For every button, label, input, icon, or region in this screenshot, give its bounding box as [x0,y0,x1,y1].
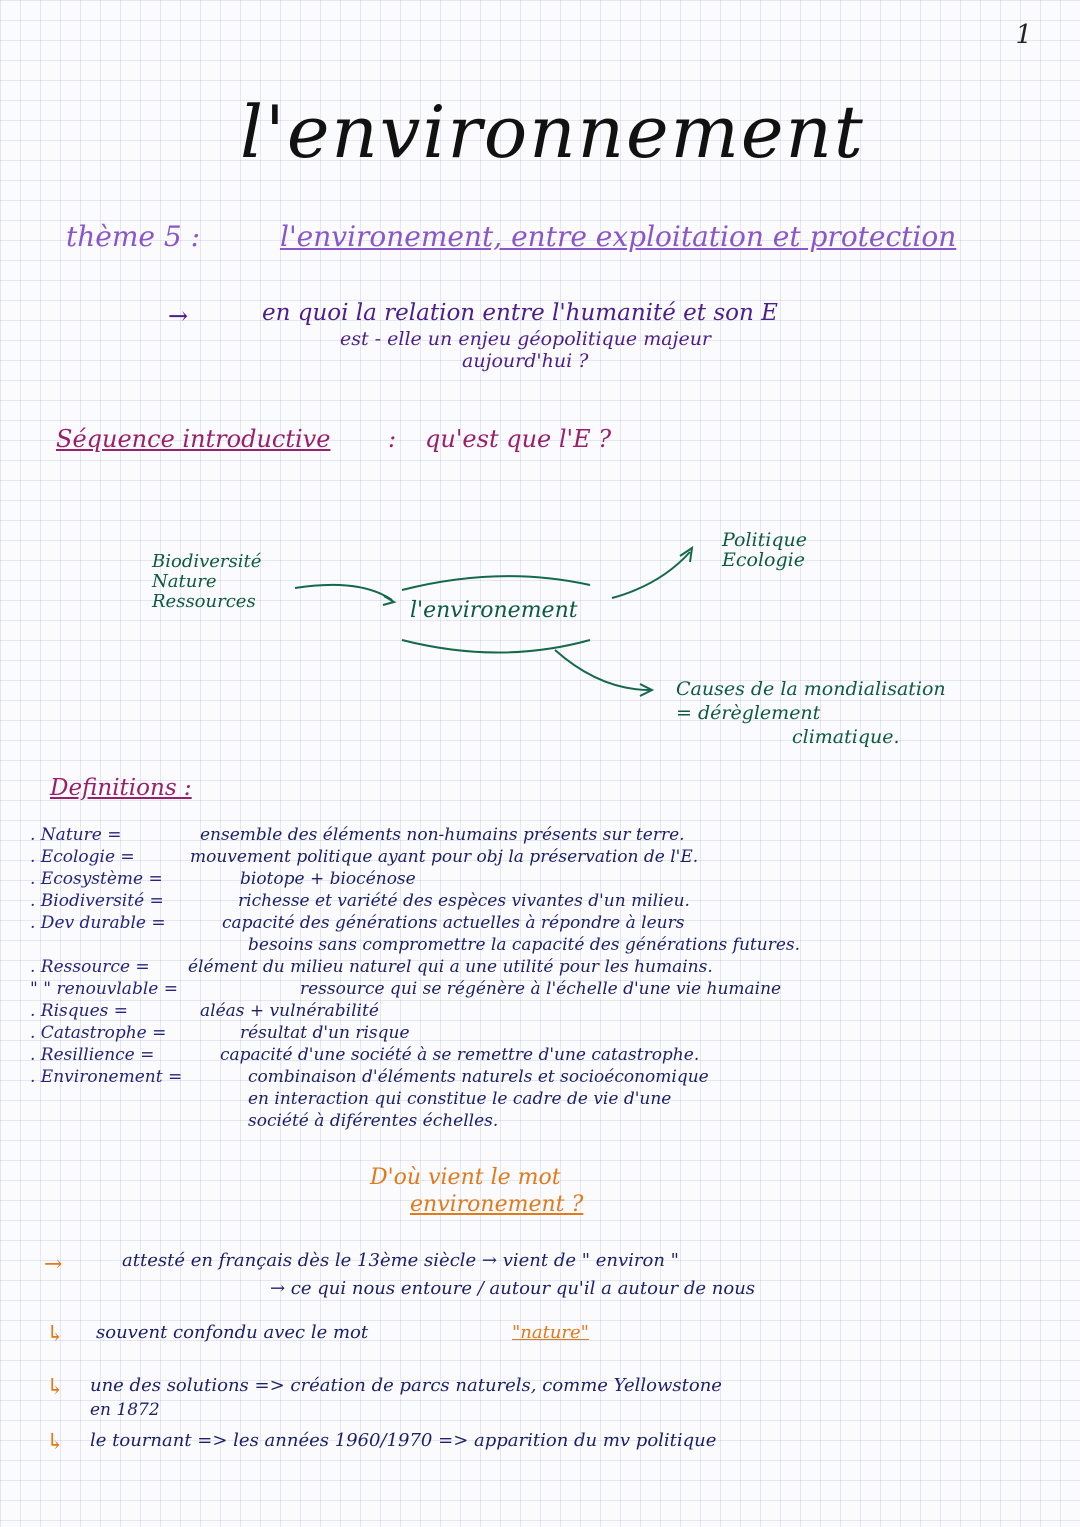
bullet-arrow-icon: ↳ [46,1430,65,1455]
diagram-left-item: Ressources [152,591,256,612]
diagram-bottom-right-2: = dérèglement [676,702,821,724]
arrow-to-causes [555,650,650,690]
origin-arrow: → [44,1252,63,1277]
definition-text: ensemble des éléments non-humains présents sur terre. [200,825,685,845]
diagram-left-item: Nature [152,571,217,592]
question-line-2: est - elle un enjeu géopolitique majeur [340,328,712,350]
sequence-colon: : [388,425,397,453]
diagram-top-right-item: Ecologie [722,549,805,571]
definition-term: . Ressource = [30,957,150,977]
origin-question-1: D'où vient le mot [370,1165,561,1190]
definition-text: besoins sans compromettre la capacité des générations futures. [248,935,801,955]
definition-text: en interaction qui constitue le cadre de vie d'une [248,1089,672,1109]
definition-term: . Ecosystème = [30,869,163,889]
definition-text: société à diférentes échelles. [248,1111,499,1131]
bullet-highlight: "nature" [512,1322,589,1343]
bullet-text: en 1872 [90,1400,160,1420]
definition-text: biotope + biocénose [240,869,416,889]
bullet-text: le tournant => les années 1960/1970 => apparition du mv politique [90,1430,717,1451]
theme-text: l'environement, entre exploitation et protection [280,220,957,253]
arrow-to-politique [612,552,690,598]
page-title: l'environnement [240,90,865,174]
bracket-top [402,576,590,590]
origin-line-1: attesté en français dès le 13ème siècle → vient de " environ " [122,1250,679,1271]
definition-text: élément du milieu naturel qui a une utilité pour les humains. [188,957,713,977]
definition-text: richesse et variété des espèces vivantes d'un milieu. [238,891,690,911]
definition-text: capacité d'une société à se remettre d'une catastrophe. [220,1045,700,1065]
definition-text: mouvement politique ayant pour obj la préservation de l'E. [190,847,699,867]
arrow-left-to-center [295,585,392,600]
definitions-heading: Definitions : [50,775,192,801]
definition-term: . Risques = [30,1001,129,1021]
bullet-text: souvent confondu avec le mot [96,1322,369,1343]
bracket-bottom [402,640,590,653]
diagram-left-item: Biodiversité [152,551,262,572]
definition-term: . Nature = [30,825,122,845]
definition-term: . Dev durable = [30,913,166,933]
question-arrow: → [168,302,189,330]
theme-label: thème 5 : [66,220,201,253]
definition-text: combinaison d'éléments naturels et socioéconomique [248,1067,709,1087]
definition-term: . Biodiversité = [30,891,164,911]
definition-text: aléas + vulnérabilité [200,1001,379,1021]
question-line-1: en quoi la relation entre l'humanité et son E [262,300,778,326]
bullet-arrow-icon: ↳ [46,1375,65,1400]
sequence-text: qu'est que l'E ? [425,425,612,453]
definition-term: " " renouvlable = [30,979,178,999]
definition-text: capacité des générations actuelles à répondre à leurs [222,913,685,933]
definition-term: . Catastrophe = [30,1023,167,1043]
origin-question-2: environement ? [410,1192,584,1217]
bullet-arrow-icon: ↳ [46,1322,65,1347]
definition-term: . Environement = [30,1067,183,1087]
sequence-label: Séquence introductive [56,425,331,453]
definition-text: ressource qui se régénère à l'échelle d'une vie humaine [300,979,782,999]
question-line-3: aujourd'hui ? [462,350,589,372]
definition-term: . Resillience = [30,1045,155,1065]
definition-text: résultat d'un risque [240,1023,410,1043]
diagram-bottom-right-1: Causes de la mondialisation [676,678,946,700]
bullet-text: une des solutions => création de parcs naturels, comme Yellowstone [90,1375,722,1396]
definition-term: . Ecologie = [30,847,135,867]
origin-line-2: → ce qui nous entoure / autour qu'il a autour de nous [270,1278,756,1299]
diagram-top-right-item: Politique [722,529,807,551]
page-number: 1 [1015,20,1032,50]
diagram-bottom-right-3: climatique. [792,726,900,748]
diagram-center: l'environement [410,598,578,623]
